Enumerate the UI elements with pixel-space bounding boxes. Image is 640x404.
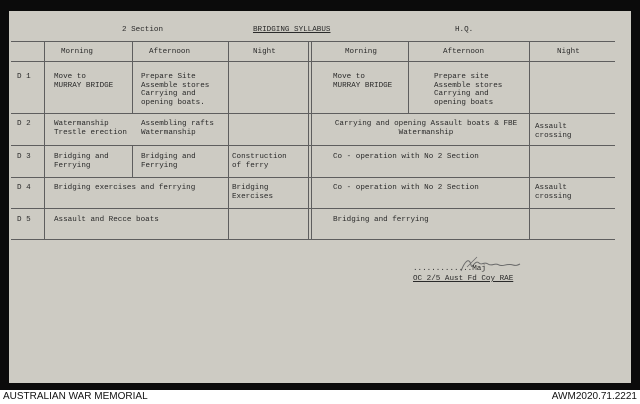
hq-heading: H.Q. xyxy=(455,26,474,34)
signature-unit: OC 2/5 Aust Fd Coy RAE xyxy=(413,275,514,283)
table-cell: Assault crossing xyxy=(535,184,572,201)
table-cell: Bridging Exercises xyxy=(232,184,274,201)
table-rule xyxy=(11,113,615,114)
table-cell: Bridging and ferrying xyxy=(333,216,429,224)
day-label: D 4 xyxy=(17,184,31,192)
signature-rank: .............Maj xyxy=(413,265,486,273)
section-heading: 2 Section xyxy=(122,26,164,34)
table-cell: Carrying and opening Assault boats & FBE Watermanship xyxy=(334,120,518,137)
table-rule xyxy=(11,208,615,209)
table-cell: Bridging and Ferrying xyxy=(54,153,109,170)
table-rule xyxy=(132,145,133,177)
table-rule xyxy=(11,145,615,146)
col-header-hq-morning: Morning xyxy=(345,48,377,56)
document-title: BRIDGING SYLLABUS xyxy=(253,26,331,34)
table-rule xyxy=(308,41,309,239)
day-label: D 2 xyxy=(17,120,31,128)
col-header-hq-night: Night xyxy=(557,48,580,56)
table-cell: Assault and Recce boats xyxy=(54,216,159,224)
table-cell: Construction of ferry xyxy=(232,153,287,170)
table-cell: Prepare site Assemble stores Carrying and opening boats xyxy=(434,73,503,107)
catalogue-number: AWM2020.71.2221 xyxy=(551,391,637,402)
table-cell: Prepare Site Assemble stores Carrying and opening boats. xyxy=(141,73,210,107)
table-cell: Assault crossing xyxy=(535,123,572,140)
table-cell: Watermanship Trestle erection xyxy=(54,120,127,137)
col-header-s2-night: Night xyxy=(253,48,276,56)
table-rule xyxy=(11,177,615,178)
table-cell: Bridging and Ferrying xyxy=(141,153,196,170)
table-rule xyxy=(408,41,409,113)
table-cell: Move to MURRAY BRIDGE xyxy=(54,73,114,90)
table-rule xyxy=(44,41,45,239)
table-rule xyxy=(311,41,312,239)
col-header-s2-afternoon: Afternoon xyxy=(149,48,191,56)
archive-name: AUSTRALIAN WAR MEMORIAL xyxy=(3,391,148,402)
day-label: D 5 xyxy=(17,216,31,224)
table-cell: Move to MURRAY BRIDGE xyxy=(333,73,393,90)
table-rule xyxy=(11,61,615,62)
day-label: D 1 xyxy=(17,73,31,81)
table-rule xyxy=(11,239,615,240)
table-cell: Co - operation with No 2 Section xyxy=(333,153,479,161)
table-rule xyxy=(529,41,530,239)
col-header-hq-afternoon: Afternoon xyxy=(443,48,485,56)
archive-footer xyxy=(0,390,640,404)
table-rule xyxy=(132,41,133,113)
col-header-s2-morning: Morning xyxy=(61,48,93,56)
table-cell: Assembling rafts Watermanship xyxy=(141,120,214,137)
table-cell: Bridging exercises and ferrying xyxy=(54,184,196,192)
document-sheet xyxy=(9,11,631,383)
day-label: D 3 xyxy=(17,153,31,161)
table-rule xyxy=(11,41,615,42)
table-rule xyxy=(228,41,229,239)
table-cell: Co - operation with No 2 Section xyxy=(333,184,479,192)
